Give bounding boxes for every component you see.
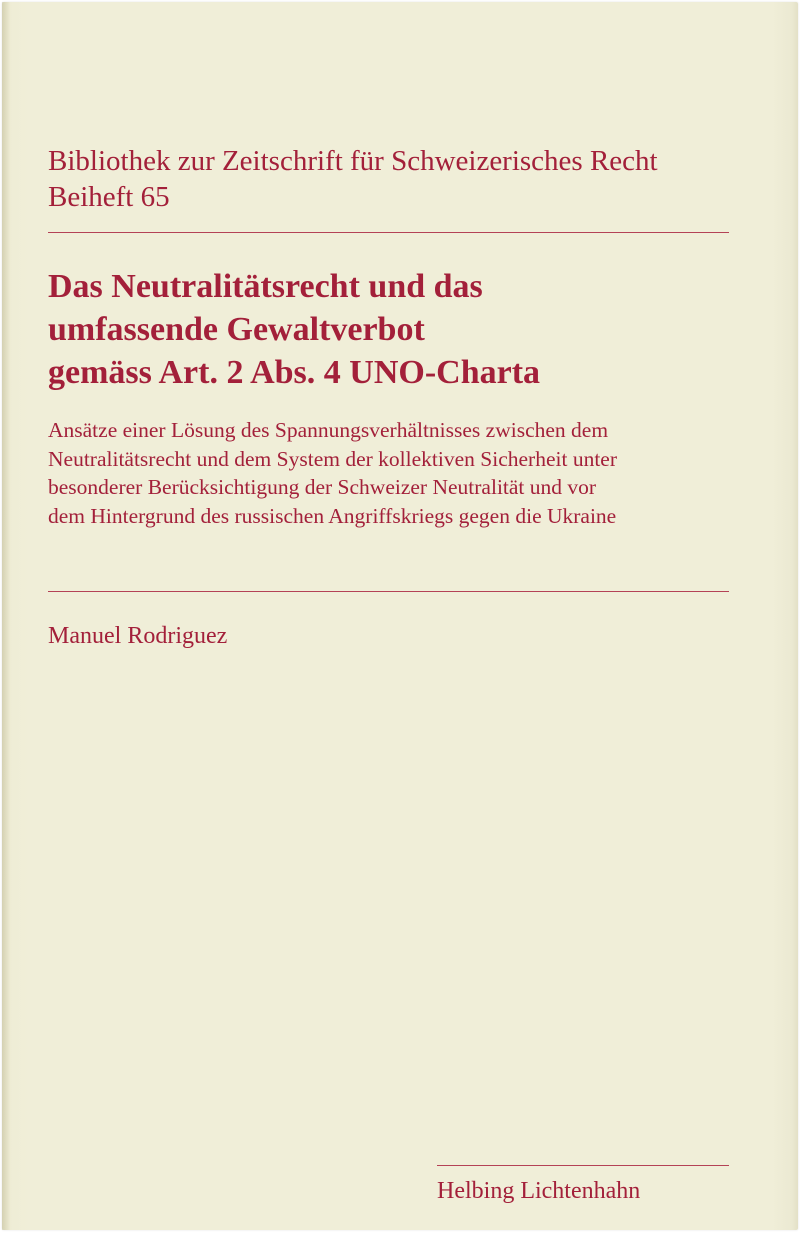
subtitle-line-3: besonderer Berücksichtigung der Schweizer Neutralität und vor (48, 475, 597, 500)
subtitle-line-4: dem Hintergrund des russischen Angriffskriegs gegen die Ukraine (48, 504, 617, 529)
series-volume: Beiheft 65 (48, 181, 170, 213)
publisher-divider (437, 1165, 729, 1166)
publisher-name: Helbing Lichtenhahn (437, 1178, 641, 1204)
series-title (48, 143, 658, 215)
author-name: Manuel Rodriguez (48, 623, 228, 649)
subtitle-line-1: Ansätze einer Lösung des Spannungsverhältnisses zwischen dem (48, 418, 609, 442)
title-line-2: umfassende Gewaltverbot (48, 311, 425, 348)
title-line-3: gemäss Art. 2 Abs. 4 UNO-Charta (48, 354, 541, 391)
subtitle-line-2: Neutralitätsrecht und dem System der kollektiven Sicherheit unter (48, 446, 617, 471)
book-subtitle (48, 416, 617, 531)
spine-shadow (2, 2, 10, 1230)
series-name: Bibliothek zur Zeitschrift für Schweizerisches Recht (48, 145, 658, 177)
top-divider (48, 232, 729, 233)
middle-divider (48, 591, 729, 592)
title-line-1: Das Neutralitätsrecht und das (48, 268, 483, 305)
book-title (48, 265, 540, 394)
